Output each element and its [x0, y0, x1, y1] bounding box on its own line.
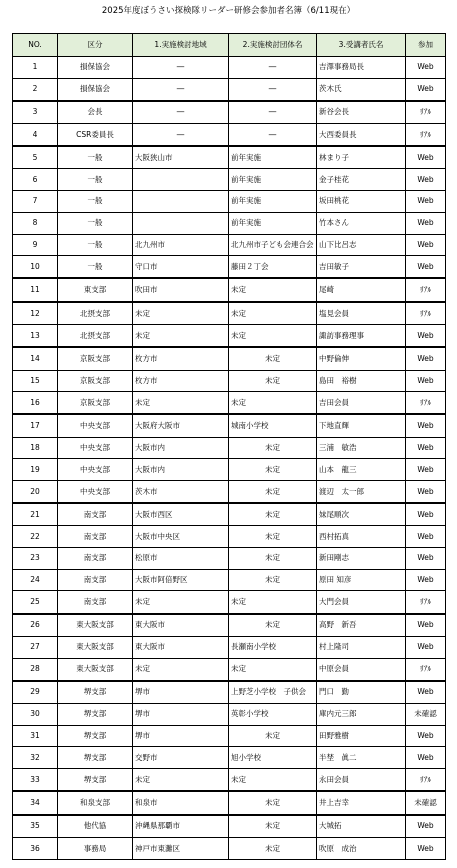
- cell-join: ﾘｱﾙ: [406, 768, 446, 791]
- cell-join: Web: [406, 234, 446, 256]
- cell-join: Web: [406, 503, 446, 526]
- cell-no: 30: [13, 703, 58, 725]
- cell-no: 32: [13, 747, 58, 769]
- table-row: [13, 191, 446, 213]
- cell-area: 東大阪市: [133, 636, 229, 658]
- cell-area: 大阪狭山市: [133, 146, 229, 169]
- cell-org: 未定: [229, 768, 317, 791]
- table-row: [13, 78, 446, 101]
- cell-org: 未定: [229, 614, 317, 637]
- table-row: [13, 614, 446, 637]
- cell-no: 8: [13, 212, 58, 234]
- cell-name: 門口 勤: [317, 681, 406, 704]
- cell-join: Web: [406, 614, 446, 637]
- table-row: [13, 815, 446, 838]
- cell-area: 北九州市: [133, 234, 229, 256]
- table-row: [13, 234, 446, 256]
- cell-area: 吹田市: [133, 278, 229, 302]
- cell-org: 未定: [229, 569, 317, 591]
- cell-area: 大阪市中央区: [133, 526, 229, 548]
- cell-kubun: 一般: [58, 212, 133, 234]
- cell-no: 18: [13, 437, 58, 459]
- cell-name: 大西委員長: [317, 124, 406, 147]
- cell-no: 20: [13, 481, 58, 504]
- cell-name: 庫内元三郎: [317, 703, 406, 725]
- cell-no: 7: [13, 191, 58, 213]
- table-row: [13, 101, 446, 124]
- cell-no: 17: [13, 414, 58, 437]
- cell-kubun: 損保協会: [58, 78, 133, 101]
- table-row: [13, 57, 446, 79]
- cell-no: 36: [13, 838, 58, 860]
- cell-area: 交野市: [133, 747, 229, 769]
- cell-no: 26: [13, 614, 58, 637]
- cell-org: 未定: [229, 370, 317, 392]
- cell-area: 未定: [133, 658, 229, 681]
- cell-join: Web: [406, 169, 446, 191]
- cell-area: 茨木市: [133, 481, 229, 504]
- header-join: 参加: [406, 34, 446, 57]
- cell-no: 11: [13, 278, 58, 302]
- cell-name: 井上吉幸: [317, 791, 406, 815]
- cell-org: 英彰小学校: [229, 703, 317, 725]
- header-area: 1.実施検討地域: [133, 34, 229, 57]
- cell-join: 未確認: [406, 791, 446, 815]
- cell-kubun: 事務局: [58, 838, 133, 860]
- cell-org: 未定: [229, 658, 317, 681]
- cell-name: 高野 新吾: [317, 614, 406, 637]
- cell-kubun: 一般: [58, 256, 133, 279]
- cell-area: 堺市: [133, 725, 229, 747]
- cell-join: Web: [406, 191, 446, 213]
- cell-kubun: 会長: [58, 101, 133, 124]
- cell-area: 大阪市内: [133, 437, 229, 459]
- cell-no: 31: [13, 725, 58, 747]
- cell-join: Web: [406, 481, 446, 504]
- cell-area: 東大阪市: [133, 614, 229, 637]
- cell-no: 4: [13, 124, 58, 147]
- cell-name: 大城拓: [317, 815, 406, 838]
- table-row: [13, 681, 446, 704]
- cell-area: [133, 169, 229, 191]
- cell-org: 前年実施: [229, 146, 317, 169]
- cell-join: Web: [406, 437, 446, 459]
- table-row: [13, 703, 446, 725]
- cell-join: Web: [406, 146, 446, 169]
- table-row: [13, 146, 446, 169]
- cell-kubun: 一般: [58, 234, 133, 256]
- cell-org: 未定: [229, 392, 317, 415]
- cell-kubun: 堺支部: [58, 768, 133, 791]
- cell-join: Web: [406, 838, 446, 860]
- cell-no: 24: [13, 569, 58, 591]
- table-row: [13, 747, 446, 769]
- cell-no: 10: [13, 256, 58, 279]
- cell-name: 中野倫伸: [317, 347, 406, 370]
- cell-name: 林まり子: [317, 146, 406, 169]
- table-row: [13, 725, 446, 747]
- table-row: [13, 437, 446, 459]
- cell-kubun: 損保協会: [58, 57, 133, 79]
- cell-kubun: 堺支部: [58, 725, 133, 747]
- cell-kubun: 堺支部: [58, 681, 133, 704]
- cell-area: 堺市: [133, 703, 229, 725]
- cell-kubun: 一般: [58, 191, 133, 213]
- cell-no: 15: [13, 370, 58, 392]
- cell-no: 33: [13, 768, 58, 791]
- cell-name: 渡辺 太一郎: [317, 481, 406, 504]
- table-row: [13, 569, 446, 591]
- cell-no: 6: [13, 169, 58, 191]
- cell-join: Web: [406, 459, 446, 481]
- cell-join: Web: [406, 256, 446, 279]
- table-row: [13, 124, 446, 147]
- cell-org: 未定: [229, 302, 317, 325]
- cell-name: 島田 裕樹: [317, 370, 406, 392]
- cell-no: 28: [13, 658, 58, 681]
- cell-name: 吉澤事務局長: [317, 57, 406, 79]
- cell-join: ﾘｱﾙ: [406, 658, 446, 681]
- cell-org: 未定: [229, 725, 317, 747]
- cell-org: 未定: [229, 503, 317, 526]
- cell-join: ﾘｱﾙ: [406, 302, 446, 325]
- table-header-row: [13, 34, 446, 57]
- cell-kubun: 南支部: [58, 526, 133, 548]
- cell-org: 未定: [229, 278, 317, 302]
- cell-join: Web: [406, 548, 446, 570]
- table-row: [13, 459, 446, 481]
- cell-kubun: 南支部: [58, 548, 133, 570]
- cell-no: 35: [13, 815, 58, 838]
- cell-org: 前年実施: [229, 191, 317, 213]
- cell-org: ―: [229, 57, 317, 79]
- cell-join: ﾘｱﾙ: [406, 392, 446, 415]
- table-body: [13, 57, 446, 860]
- cell-kubun: 堺支部: [58, 747, 133, 769]
- cell-kubun: 南支部: [58, 591, 133, 614]
- cell-name: 新谷会長: [317, 101, 406, 124]
- cell-join: Web: [406, 347, 446, 370]
- cell-kubun: 中央支部: [58, 481, 133, 504]
- cell-join: Web: [406, 325, 446, 348]
- cell-area: ―: [133, 124, 229, 147]
- cell-kubun: 一般: [58, 169, 133, 191]
- cell-area: [133, 191, 229, 213]
- table-row: [13, 392, 446, 415]
- cell-area: 大阪市阿倍野区: [133, 569, 229, 591]
- cell-name: 原田 知彦: [317, 569, 406, 591]
- cell-org: 未定: [229, 459, 317, 481]
- cell-kubun: 南支部: [58, 569, 133, 591]
- cell-org: ―: [229, 78, 317, 101]
- cell-join: ﾘｱﾙ: [406, 278, 446, 302]
- cell-no: 2: [13, 78, 58, 101]
- table-row: [13, 548, 446, 570]
- cell-kubun: 中央支部: [58, 459, 133, 481]
- cell-area: 大阪市西区: [133, 503, 229, 526]
- cell-area: 未定: [133, 302, 229, 325]
- cell-kubun: 中央支部: [58, 437, 133, 459]
- cell-name: 大門会員: [317, 591, 406, 614]
- cell-kubun: 東大阪支部: [58, 636, 133, 658]
- cell-area: 神戸市東灘区: [133, 838, 229, 860]
- table-row: [13, 636, 446, 658]
- cell-join: Web: [406, 212, 446, 234]
- cell-no: 1: [13, 57, 58, 79]
- cell-no: 14: [13, 347, 58, 370]
- cell-kubun: 堺支部: [58, 703, 133, 725]
- cell-kubun: 京阪支部: [58, 347, 133, 370]
- participant-table: [12, 33, 446, 860]
- cell-join: Web: [406, 414, 446, 437]
- cell-org: 未定: [229, 838, 317, 860]
- cell-join: ﾘｱﾙ: [406, 101, 446, 124]
- cell-kubun: 南支部: [58, 503, 133, 526]
- cell-org: 未定: [229, 526, 317, 548]
- cell-area: 未定: [133, 591, 229, 614]
- cell-kubun: 他代協: [58, 815, 133, 838]
- cell-join: Web: [406, 747, 446, 769]
- table-row: [13, 658, 446, 681]
- cell-name: 諏訪事務理事: [317, 325, 406, 348]
- table-row: [13, 325, 446, 348]
- cell-area: 沖縄県那覇市: [133, 815, 229, 838]
- cell-org: 未定: [229, 437, 317, 459]
- cell-no: 29: [13, 681, 58, 704]
- cell-area: 枚方市: [133, 347, 229, 370]
- cell-kubun: 中央支部: [58, 414, 133, 437]
- cell-area: 枚方市: [133, 370, 229, 392]
- cell-name: 妹尾順次: [317, 503, 406, 526]
- cell-no: 22: [13, 526, 58, 548]
- cell-no: 27: [13, 636, 58, 658]
- cell-org: 前年実施: [229, 169, 317, 191]
- cell-no: 19: [13, 459, 58, 481]
- cell-join: Web: [406, 57, 446, 79]
- table-row: [13, 370, 446, 392]
- cell-org: 前年実施: [229, 212, 317, 234]
- cell-area: 大阪府大阪市: [133, 414, 229, 437]
- cell-no: 13: [13, 325, 58, 348]
- document-title: 2025年度ぼうさい探検隊リーダー研修会参加者名簿（6/11現在）: [101, 6, 356, 16]
- cell-name: 吹原 成治: [317, 838, 406, 860]
- cell-name: 永田会員: [317, 768, 406, 791]
- cell-name: 半埜 眞二: [317, 747, 406, 769]
- cell-name: 尾崎: [317, 278, 406, 302]
- table-row: [13, 278, 446, 302]
- cell-area: ―: [133, 57, 229, 79]
- cell-no: 9: [13, 234, 58, 256]
- cell-no: 21: [13, 503, 58, 526]
- cell-org: ―: [229, 101, 317, 124]
- cell-name: 塩見会員: [317, 302, 406, 325]
- cell-kubun: 北摂支部: [58, 302, 133, 325]
- table-row: [13, 768, 446, 791]
- cell-area: 堺市: [133, 681, 229, 704]
- cell-name: 山本 龍三: [317, 459, 406, 481]
- cell-area: 大阪市内: [133, 459, 229, 481]
- cell-name: 山下比呂志: [317, 234, 406, 256]
- cell-kubun: 和泉支部: [58, 791, 133, 815]
- table-row: [13, 838, 446, 860]
- table-row: [13, 414, 446, 437]
- cell-kubun: 一般: [58, 146, 133, 169]
- cell-name: 中原会員: [317, 658, 406, 681]
- cell-name: 吉田敏子: [317, 256, 406, 279]
- cell-kubun: CSR委員長: [58, 124, 133, 147]
- cell-no: 5: [13, 146, 58, 169]
- cell-name: 田野雅樹: [317, 725, 406, 747]
- cell-kubun: 東支部: [58, 278, 133, 302]
- table-row: [13, 526, 446, 548]
- cell-name: 竹本さん: [317, 212, 406, 234]
- cell-org: ―: [229, 124, 317, 147]
- cell-join: Web: [406, 370, 446, 392]
- cell-org: 未定: [229, 815, 317, 838]
- cell-area: 未定: [133, 392, 229, 415]
- cell-area: 松原市: [133, 548, 229, 570]
- cell-name: 茨木氏: [317, 78, 406, 101]
- table-row: [13, 591, 446, 614]
- cell-no: 3: [13, 101, 58, 124]
- cell-name: 村上隆司: [317, 636, 406, 658]
- cell-name: 西村拓真: [317, 526, 406, 548]
- table-row: [13, 347, 446, 370]
- cell-join: Web: [406, 526, 446, 548]
- header-name: 3.受講者氏名: [317, 34, 406, 57]
- cell-join: ﾘｱﾙ: [406, 591, 446, 614]
- cell-join: Web: [406, 78, 446, 101]
- cell-area: ―: [133, 78, 229, 101]
- header-no: NO.: [13, 34, 58, 57]
- cell-org: 長瀬南小学校: [229, 636, 317, 658]
- cell-join: ﾘｱﾙ: [406, 124, 446, 147]
- cell-name: 下地直輝: [317, 414, 406, 437]
- cell-join: Web: [406, 569, 446, 591]
- cell-area: 未定: [133, 325, 229, 348]
- cell-org: 城南小学校: [229, 414, 317, 437]
- cell-no: 12: [13, 302, 58, 325]
- table-row: [13, 481, 446, 504]
- cell-no: 16: [13, 392, 58, 415]
- table-row: [13, 302, 446, 325]
- cell-kubun: 京阪支部: [58, 370, 133, 392]
- table-row: [13, 169, 446, 191]
- cell-name: 金子桂花: [317, 169, 406, 191]
- cell-join: 未確認: [406, 703, 446, 725]
- cell-name: 新田剛志: [317, 548, 406, 570]
- table-row: [13, 503, 446, 526]
- cell-join: Web: [406, 636, 446, 658]
- cell-join: Web: [406, 681, 446, 704]
- cell-area: 和泉市: [133, 791, 229, 815]
- cell-area: 未定: [133, 768, 229, 791]
- cell-area: [133, 212, 229, 234]
- table-row: [13, 256, 446, 279]
- cell-join: Web: [406, 725, 446, 747]
- cell-no: 25: [13, 591, 58, 614]
- table-row: [13, 212, 446, 234]
- cell-org: 未定: [229, 481, 317, 504]
- table-row: [13, 791, 446, 815]
- cell-org: 藤田２丁会: [229, 256, 317, 279]
- cell-org: 未定: [229, 791, 317, 815]
- cell-name: 吉田会員: [317, 392, 406, 415]
- cell-org: 未定: [229, 347, 317, 370]
- cell-kubun: 北摂支部: [58, 325, 133, 348]
- cell-kubun: 東大阪支部: [58, 658, 133, 681]
- cell-org: 上野芝小学校 子供会: [229, 681, 317, 704]
- cell-org: 旭小学校: [229, 747, 317, 769]
- cell-name: 三浦 敏浩: [317, 437, 406, 459]
- cell-org: 未定: [229, 548, 317, 570]
- cell-no: 23: [13, 548, 58, 570]
- cell-kubun: 東大阪支部: [58, 614, 133, 637]
- cell-no: 34: [13, 791, 58, 815]
- cell-area: ―: [133, 101, 229, 124]
- cell-org: 未定: [229, 591, 317, 614]
- cell-kubun: 京阪支部: [58, 392, 133, 415]
- header-org: 2.実施検討団体名: [229, 34, 317, 57]
- cell-join: Web: [406, 815, 446, 838]
- cell-org: 未定: [229, 325, 317, 348]
- cell-area: 守口市: [133, 256, 229, 279]
- header-kubun: 区分: [58, 34, 133, 57]
- cell-org: 北九州市子ども会連合会: [229, 234, 317, 256]
- cell-name: 坂田桃花: [317, 191, 406, 213]
